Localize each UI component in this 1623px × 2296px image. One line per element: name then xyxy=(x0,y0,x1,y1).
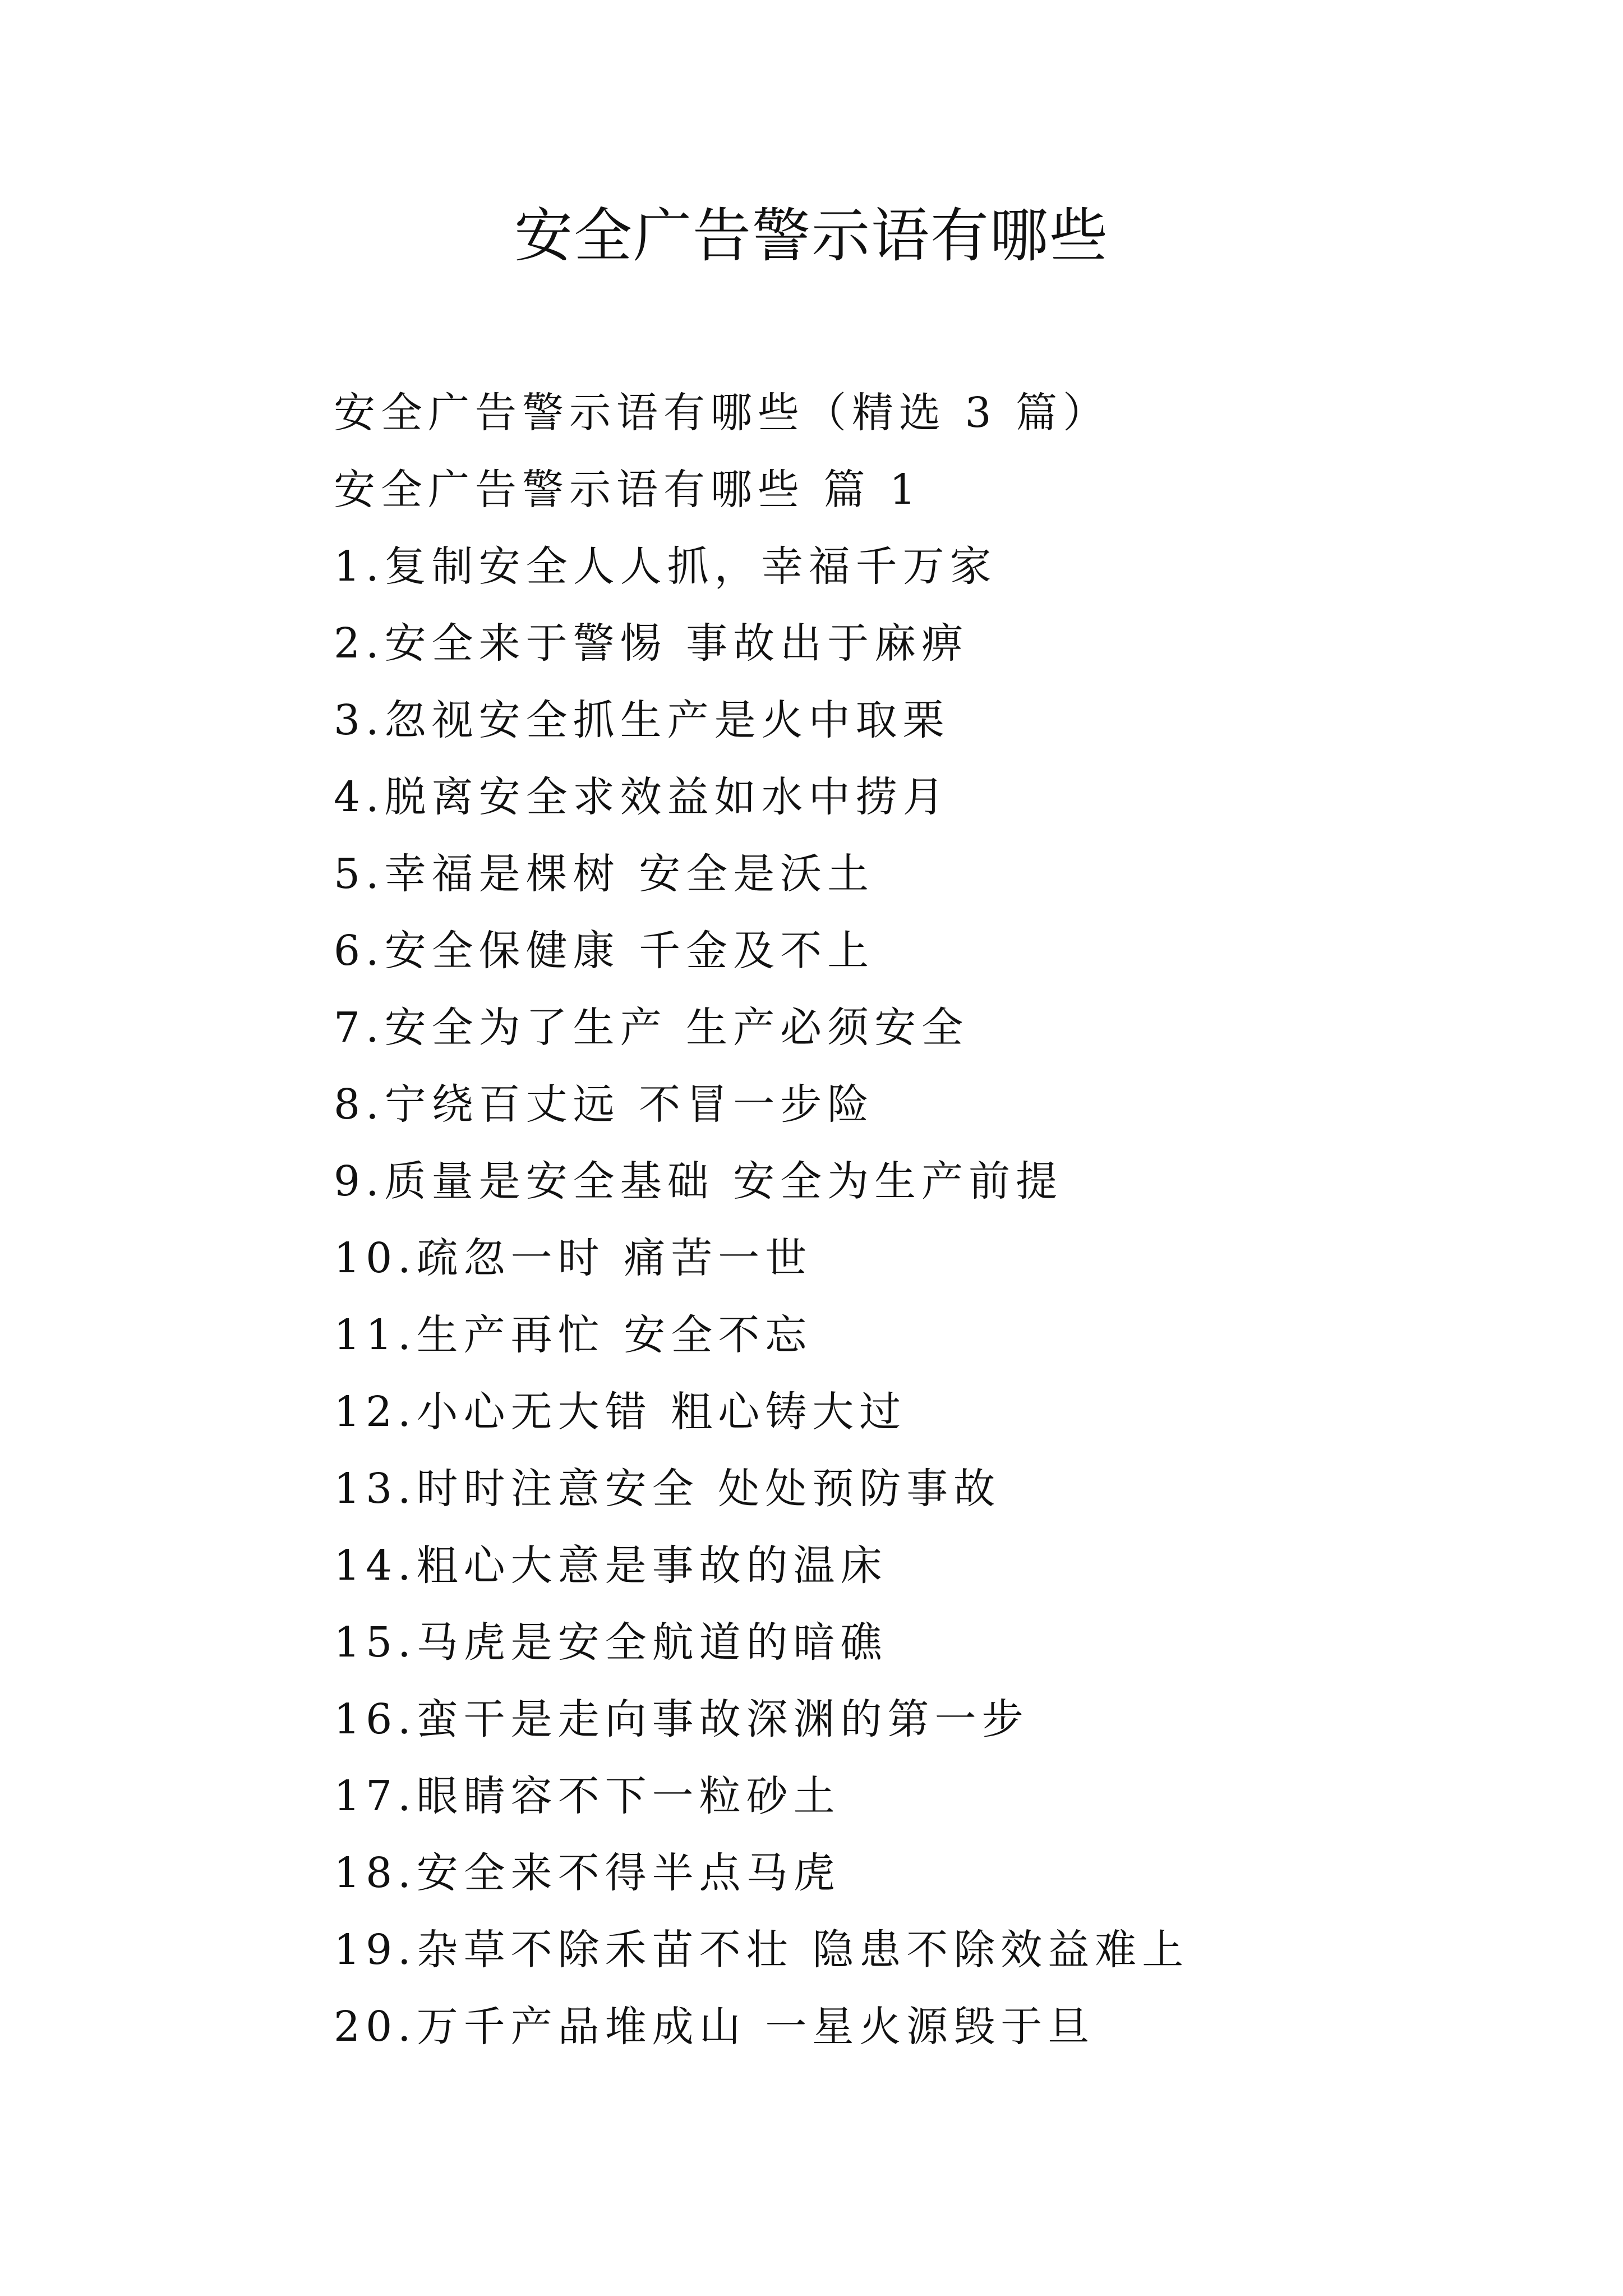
list-item: 8.宁绕百丈远 不冒一步险 xyxy=(334,1080,875,1129)
list-item: 16.蛮干是走向事故深渊的第一步 xyxy=(334,1695,1029,1743)
list-item: 18.安全来不得半点马虎 xyxy=(334,1849,841,1897)
section-heading: 安全广告警示语有哪些 篇 1 xyxy=(334,466,922,514)
list-item: 19.杂草不除禾苗不壮 隐患不除效益难上 xyxy=(334,1926,1189,1974)
list-item: 17.眼睛容不下一粒砂土 xyxy=(334,1772,841,1820)
list-item: 7.安全为了生产 生产必须安全 xyxy=(334,1004,969,1052)
list-item: 15.马虎是安全航道的暗礁 xyxy=(334,1618,888,1667)
list-item: 14.粗心大意是事故的温床 xyxy=(334,1542,888,1590)
list-item: 9.质量是安全基础 安全为生产前提 xyxy=(334,1157,1063,1205)
list-item: 5.幸福是棵树 安全是沃土 xyxy=(334,850,875,898)
list-item: 12.小心无大错 粗心铸大过 xyxy=(334,1388,907,1436)
list-item: 6.安全保健康 千金及不上 xyxy=(334,927,875,975)
document-subtitle: 安全广告警示语有哪些（精选 3 篇） xyxy=(334,389,1110,437)
document-body xyxy=(334,375,1567,2065)
list-item: 4.脱离安全求效益如水中捞月 xyxy=(334,773,950,821)
list-item: 13.时时注意安全 处处预防事故 xyxy=(334,1465,1001,1513)
list-item: 2.安全来于警惕 事故出于麻痹 xyxy=(334,619,969,668)
list-item: 10.疏忽一时 痛苦一世 xyxy=(334,1234,813,1282)
page-title: 安全广告警示语有哪些 xyxy=(514,201,1109,270)
list-item: 20.万千产品堆成山 一星火源毁于旦 xyxy=(334,2003,1095,2051)
list-item: 3.忽视安全抓生产是火中取栗 xyxy=(334,696,950,744)
list-item: 11.生产再忙 安全不忘 xyxy=(334,1311,813,1359)
list-item: 1.复制安全人人抓，幸福千万家 xyxy=(334,542,997,591)
